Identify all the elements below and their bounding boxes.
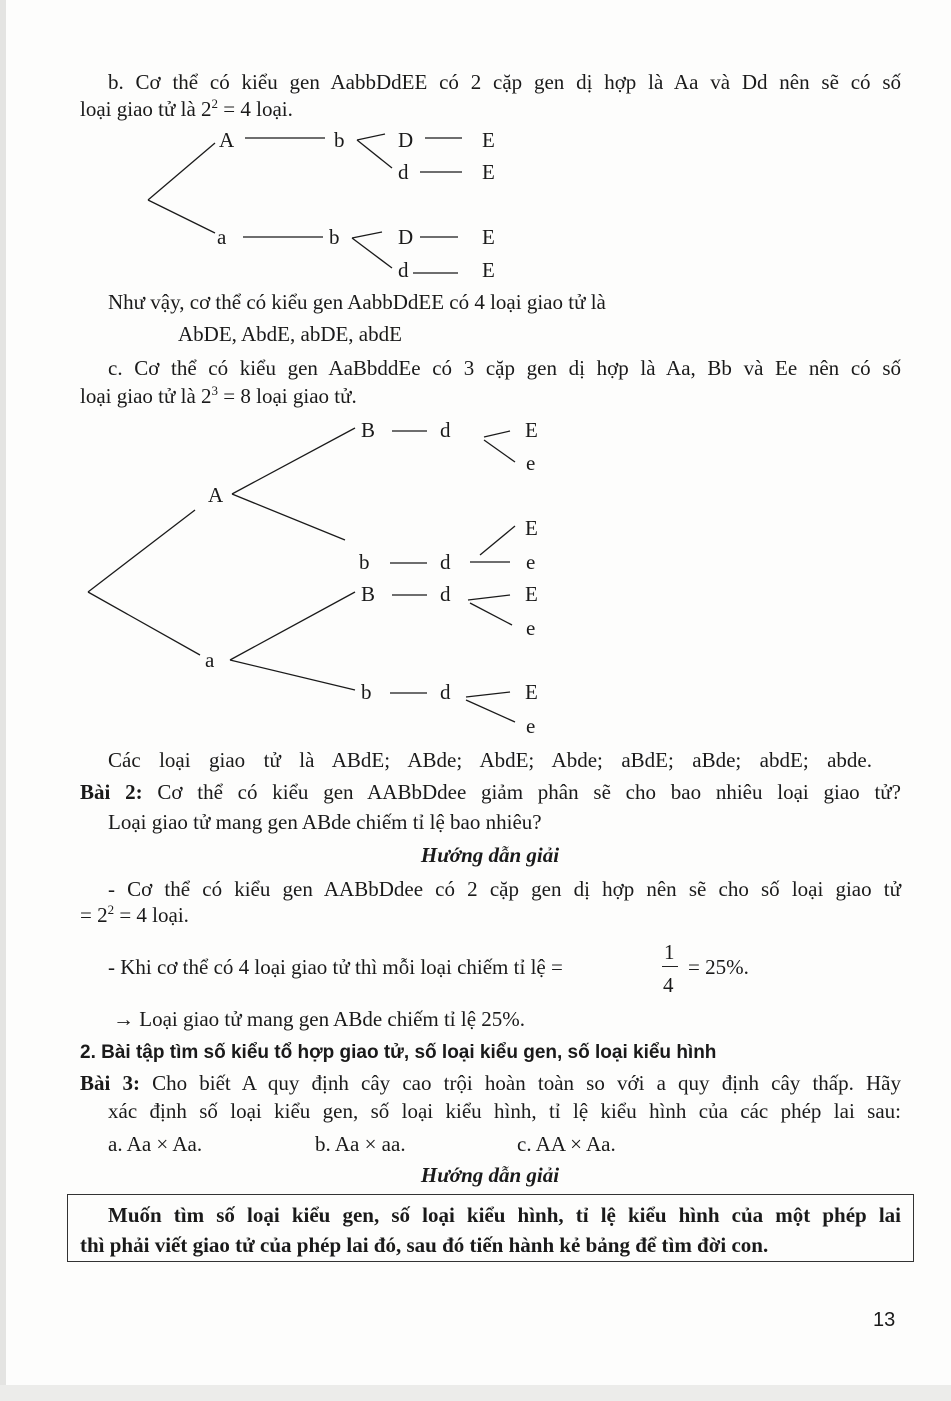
bai2-result: = 25%. xyxy=(688,955,749,979)
text: Cho biết A quy định cây cao trội hoàn toàn so với a quy định cây thấp. Hãy xyxy=(139,1071,901,1095)
allele-b: b xyxy=(334,128,345,152)
bai2-conclusion: → Loại giao tử mang gen ABde chiếm tỉ lệ 25%. xyxy=(113,1007,526,1031)
exponent: 3 xyxy=(211,383,219,398)
allele-D: D xyxy=(398,225,414,249)
exercise-label: Bài 2: xyxy=(80,780,143,804)
branch-line xyxy=(230,660,355,690)
branch-line xyxy=(468,595,510,600)
branch-line xyxy=(148,143,215,200)
allele-E: E xyxy=(525,582,538,606)
page-number: 13 xyxy=(873,1309,896,1331)
text: loại giao tử là 2 xyxy=(80,384,212,408)
allele-d: d xyxy=(440,418,451,442)
allele-d: d xyxy=(398,160,409,184)
part-c-gametes: Các loại giao tử là ABdE; ABde; AbdE; Abde; aBdE; aBde; abdE; abde. xyxy=(108,748,872,772)
bai3-question-2: xác định số loại kiểu gen, số loại kiểu hình, tỉ lệ kiểu hình của các phép lai sau: xyxy=(108,1099,901,1123)
exercise-label: Bài 3: xyxy=(80,1071,140,1095)
note-line-2: thì phải viết giao tử của phép lai đó, sau đó tiến hành kẻ bảng để tìm đời con. xyxy=(80,1233,769,1257)
branch-line xyxy=(357,134,385,140)
bai2-solution-2 xyxy=(80,903,189,927)
part-b-gametes: AbDE, AbdE, abDE, abdE xyxy=(178,322,402,346)
allele-A: A xyxy=(208,483,224,507)
allele-E: E xyxy=(482,225,495,249)
allele-a: a xyxy=(217,225,227,249)
allele-e: e xyxy=(526,451,536,475)
guide-heading: Hướng dẫn giải xyxy=(420,1163,560,1187)
allele-b: b xyxy=(361,680,372,704)
text: loại giao tử là 2 xyxy=(80,97,212,121)
allele-e: e xyxy=(526,714,536,738)
text: = 4 loại. xyxy=(114,903,189,927)
allele-b: b xyxy=(329,225,340,249)
branch-line xyxy=(480,526,515,555)
note-line-1: Muốn tìm số loại kiểu gen, số loại kiểu hình, tỉ lệ kiểu hình của một phép lai xyxy=(108,1203,901,1227)
allele-B: B xyxy=(361,582,376,606)
allele-E: E xyxy=(525,680,538,704)
allele-e: e xyxy=(526,616,536,640)
section-heading: 2. Bài tập tìm số kiểu tổ hợp giao tử, số loại kiểu gen, số loại kiểu hình xyxy=(80,1042,717,1063)
text: Cơ thể có kiểu gen AABbDdee giảm phân sẽ cho bao nhiêu loại giao tử? xyxy=(142,780,901,804)
allele-E: E xyxy=(482,128,495,152)
bai3-cross-c: c. AA × Aa. xyxy=(517,1132,616,1156)
bai3-cross-a: a. Aa × Aa. xyxy=(108,1132,203,1156)
allele-E: E xyxy=(482,258,495,282)
bai2-solution-1: - Cơ thể có kiểu gen AABbDdee có 2 cặp gen dị hợp nên sẽ cho số loại giao tử xyxy=(108,877,901,901)
branch-line xyxy=(484,431,510,437)
bai3-cross-b: b. Aa × aa. xyxy=(315,1132,406,1156)
branch-line xyxy=(352,238,392,268)
text: = 8 loại giao tử. xyxy=(218,384,357,408)
branch-line xyxy=(88,592,200,655)
part-b-conclusion: Như vậy, cơ thể có kiểu gen AabbDdEE có 4 loại giao tử là xyxy=(108,290,606,314)
allele-d: d xyxy=(440,582,451,606)
allele-E: E xyxy=(525,516,538,540)
branch-line xyxy=(232,494,345,540)
branch-line xyxy=(484,440,515,462)
branch-line xyxy=(466,692,510,697)
scan-bottom-edge xyxy=(0,1385,951,1401)
allele-B: B xyxy=(361,418,376,442)
branch-line xyxy=(230,592,355,660)
branch-line xyxy=(466,700,515,722)
branch-line xyxy=(357,140,392,168)
branch-line xyxy=(352,232,382,238)
allele-D: D xyxy=(398,128,414,152)
part-c-line1: c. Cơ thể có kiểu gen AaBbddEe có 3 cặp gen dị hợp là Aa, Bb và Ee nên có số xyxy=(108,356,901,380)
allele-d: d xyxy=(398,258,409,282)
exponent: 2 xyxy=(211,96,219,111)
allele-d: d xyxy=(440,680,451,704)
branch-line xyxy=(148,200,215,233)
bai2-solution-3: - Khi cơ thể có 4 loại giao tử thì mỗi loại chiếm tỉ lệ = xyxy=(108,955,563,979)
allele-E: E xyxy=(525,418,538,442)
allele-e: e xyxy=(526,550,536,574)
branch-line xyxy=(232,428,355,494)
text: = 2 xyxy=(80,903,108,927)
bai2-question xyxy=(80,780,901,804)
bai2-question-2: Loại giao tử mang gen ABde chiếm tỉ lệ bao nhiêu? xyxy=(108,810,542,834)
allele-E: E xyxy=(482,160,495,184)
allele-d: d xyxy=(440,550,451,574)
part-c-line2 xyxy=(80,384,357,408)
allele-a: a xyxy=(205,648,215,672)
fraction-denominator: 4 xyxy=(663,973,674,997)
exponent: 2 xyxy=(107,902,115,917)
fraction-numerator: 1 xyxy=(664,940,675,964)
part-b-line1: b. Cơ thể có kiểu gen AabbDdEE có 2 cặp gen dị hợp là Aa và Dd nên sẽ có số xyxy=(108,70,901,94)
tree-c xyxy=(88,418,538,738)
guide-heading: Hướng dẫn giải xyxy=(420,843,560,867)
allele-b: b xyxy=(359,550,370,574)
branch-line xyxy=(470,603,512,625)
branch-line xyxy=(88,510,195,592)
bai3-question xyxy=(80,1071,901,1095)
fraction-bar xyxy=(662,966,678,967)
tree-b xyxy=(148,128,495,282)
allele-A: A xyxy=(219,128,235,152)
text: = 4 loại. xyxy=(218,97,293,121)
